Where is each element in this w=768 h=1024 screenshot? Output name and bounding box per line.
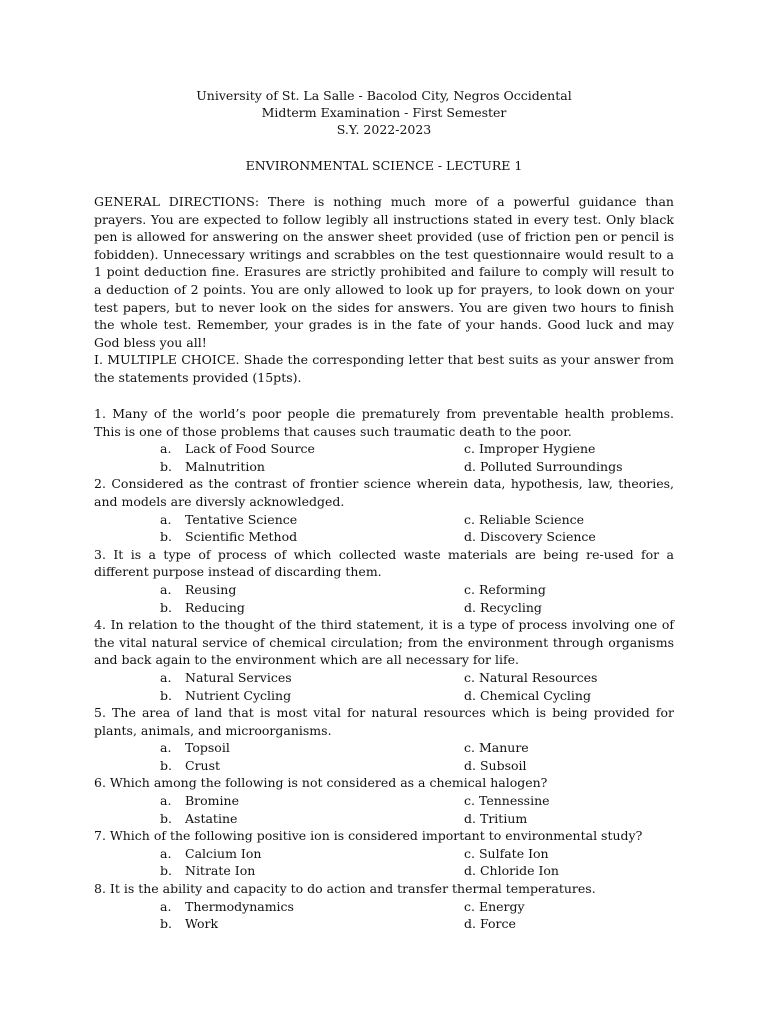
question-text: 3. It is a type of process of which collected waste materials are being re-used for a different purpose instead of discarding them. (94, 546, 674, 580)
question-item (94, 546, 674, 616)
choice-text: Chemical Cycling (479, 687, 591, 703)
question-text: 4. In relation to the thought of the third statement, it is a type of process involving one of the vital natural service of chemical circulation; from the environment through organisms and back again to the environment which are all necessary for life. (94, 617, 674, 668)
choice-b (94, 687, 464, 705)
choice-text: Energy (478, 898, 525, 914)
choice-text: Tentative Science (185, 511, 298, 527)
choice-text: Calcium Ion (185, 845, 262, 861)
choice-text: Tennessine (478, 793, 550, 809)
choice-text: Tritium (479, 810, 528, 826)
choice-a (94, 739, 464, 757)
choice-letter: d. (464, 810, 476, 826)
question-text: 5. The area of land that is most vital for natural resources which is being provided for plants, animals, and microorganisms. (94, 705, 674, 738)
question-text: 7. Which of the following positive ion is considered important to environmental study? (94, 828, 643, 844)
choice-letter: b. (160, 916, 172, 932)
choice-letter: b. (160, 599, 172, 615)
choice-d (464, 862, 674, 880)
choice-d (464, 810, 674, 828)
question-text: 2. Considered as the contrast of frontier science wherein data, hypothesis, law, theories, and models are diversly acknowledged. (94, 476, 674, 509)
choice-c (464, 898, 674, 916)
choice-letter: a. (160, 845, 172, 861)
choice-text: Reducing (185, 599, 245, 615)
choice-row (94, 862, 674, 880)
choice-a (94, 511, 464, 529)
choice-letter: a. (160, 581, 172, 597)
choice-d (464, 528, 674, 546)
choice-letter: d. (464, 863, 476, 879)
choice-c (464, 440, 674, 458)
choice-text: Improper Hygiene (478, 441, 596, 457)
choice-letter: c. (464, 898, 475, 914)
choice-text: Bromine (185, 793, 239, 809)
choice-a (94, 440, 464, 458)
choice-c (464, 845, 674, 863)
choice-b (94, 915, 464, 933)
choice-text: Natural Services (185, 669, 292, 685)
question-item (94, 880, 674, 933)
choice-text: Subsoil (479, 757, 527, 773)
choice-text: Discovery Science (479, 529, 596, 545)
choice-text: Polluted Surroundings (479, 458, 623, 474)
exam-header (0, 87, 768, 138)
choice-row (94, 581, 674, 599)
choice-c (464, 739, 674, 757)
choice-text: Crust (185, 757, 221, 773)
choice-letter: c. (464, 581, 475, 597)
choice-letter: a. (160, 898, 172, 914)
choice-row (94, 528, 674, 546)
choice-letter: a. (160, 793, 172, 809)
choice-b (94, 862, 464, 880)
choice-row (94, 599, 674, 617)
choice-row (94, 687, 674, 705)
choice-b (94, 810, 464, 828)
general-directions: GENERAL DIRECTIONS: There is nothing much more of a powerful guidance than prayers. You are expected to follow legibly all instructions stated in every test. Only black pen is allowed for answering on the answer sheet provided (use of friction pen or pencil is fobidden). Unnecessary writings and scrabbles on the test questionnaire would result to a 1 point deduction fine. Erasures are strictly prohibited and failure to comply will result to a deduction of 2 points. You are only allowed to look up for prayers, to look down on your test papers, but to never look on the sides for answers. You are given two hours to finish the whole test. Remember, your grades is in the fate of your hands. Good luck and may God bless you all! (94, 194, 674, 350)
section-heading: I. MULTIPLE CHOICE. Shade the corresponding letter that best suits as your answer from the statements provided (15pts). (94, 352, 674, 385)
choice-text: Recycling (479, 599, 542, 615)
choice-a (94, 898, 464, 916)
choice-c (464, 669, 674, 687)
choice-text: Sulfate Ion (478, 845, 549, 861)
choice-row (94, 915, 674, 933)
choice-letter: c. (464, 669, 475, 685)
choice-letter: a. (160, 669, 172, 685)
choice-letter: c. (464, 793, 475, 809)
choice-text: Lack of Food Source (185, 441, 315, 457)
choice-row (94, 739, 674, 757)
choice-text: Natural Resources (478, 669, 598, 685)
question-text: 1. Many of the world’s poor people die prematurely from preventable health problems. This is one of those problems that causes such traumatic death to the poor. (94, 406, 674, 439)
choice-text: Thermodynamics (185, 898, 294, 914)
choice-row (94, 440, 674, 458)
choice-row (94, 669, 674, 687)
choice-d (464, 757, 674, 775)
choice-text: Nutrient Cycling (185, 687, 292, 703)
choice-letter: c. (464, 740, 475, 756)
question-item (94, 774, 674, 827)
choice-letter: b. (160, 529, 172, 545)
choice-letter: b. (160, 687, 172, 703)
choice-b (94, 458, 464, 476)
question-item (94, 405, 674, 475)
question-list (94, 405, 674, 933)
choice-row (94, 792, 674, 810)
exam-term: Midterm Examination - First Semester (261, 105, 507, 120)
choice-c (464, 511, 674, 529)
choice-letter: a. (160, 511, 172, 527)
choice-d (464, 915, 674, 933)
choice-letter: d. (464, 458, 476, 474)
choice-b (94, 528, 464, 546)
choice-letter: b. (160, 863, 172, 879)
exam-title: ENVIRONMENTAL SCIENCE - LECTURE 1 (245, 158, 523, 173)
question-item (94, 704, 674, 774)
choice-letter: b. (160, 810, 172, 826)
choice-text: Nitrate Ion (185, 863, 256, 879)
question-item (94, 475, 674, 545)
choice-a (94, 581, 464, 599)
choice-d (464, 599, 674, 617)
choice-row (94, 511, 674, 529)
choice-letter: d. (464, 916, 476, 932)
choice-row (94, 757, 674, 775)
question-item (94, 616, 674, 704)
choice-letter: c. (464, 845, 475, 861)
choice-letter: d. (464, 529, 476, 545)
university-name: University of St. La Salle - Bacolod City, Negros Occidental (196, 88, 572, 103)
choice-text: Malnutrition (185, 458, 265, 474)
choice-text: Force (479, 916, 516, 932)
choice-letter: c. (464, 511, 475, 527)
school-year: S.Y. 2022-2023 (336, 122, 432, 137)
choice-text: Chloride Ion (479, 863, 559, 879)
choice-c (464, 581, 674, 599)
choice-a (94, 669, 464, 687)
choice-text: Scientific Method (185, 529, 298, 545)
choice-letter: a. (160, 441, 172, 457)
choice-row (94, 810, 674, 828)
choice-text: Reliable Science (478, 511, 585, 527)
choice-b (94, 757, 464, 775)
choice-row (94, 845, 674, 863)
choice-letter: d. (464, 599, 476, 615)
choice-row (94, 458, 674, 476)
choice-text: Manure (478, 740, 529, 756)
choice-text: Reusing (185, 581, 237, 597)
choice-text: Topsoil (185, 740, 230, 756)
choice-letter: c. (464, 441, 475, 457)
choice-a (94, 792, 464, 810)
question-text: 8. It is the ability and capacity to do action and transfer thermal temperatures. (94, 881, 596, 897)
question-text: 6. Which among the following is not considered as a chemical halogen? (94, 775, 548, 791)
choice-letter: d. (464, 757, 476, 773)
choice-a (94, 845, 464, 863)
question-item (94, 827, 674, 880)
choice-d (464, 687, 674, 705)
choice-letter: d. (464, 687, 476, 703)
choice-text: Work (185, 916, 219, 932)
choice-letter: b. (160, 757, 172, 773)
choice-letter: a. (160, 740, 172, 756)
choice-text: Reforming (478, 581, 546, 597)
choice-b (94, 599, 464, 617)
choice-text: Astatine (185, 810, 238, 826)
choice-row (94, 898, 674, 916)
choice-d (464, 458, 674, 476)
choice-c (464, 792, 674, 810)
choice-letter: b. (160, 458, 172, 474)
